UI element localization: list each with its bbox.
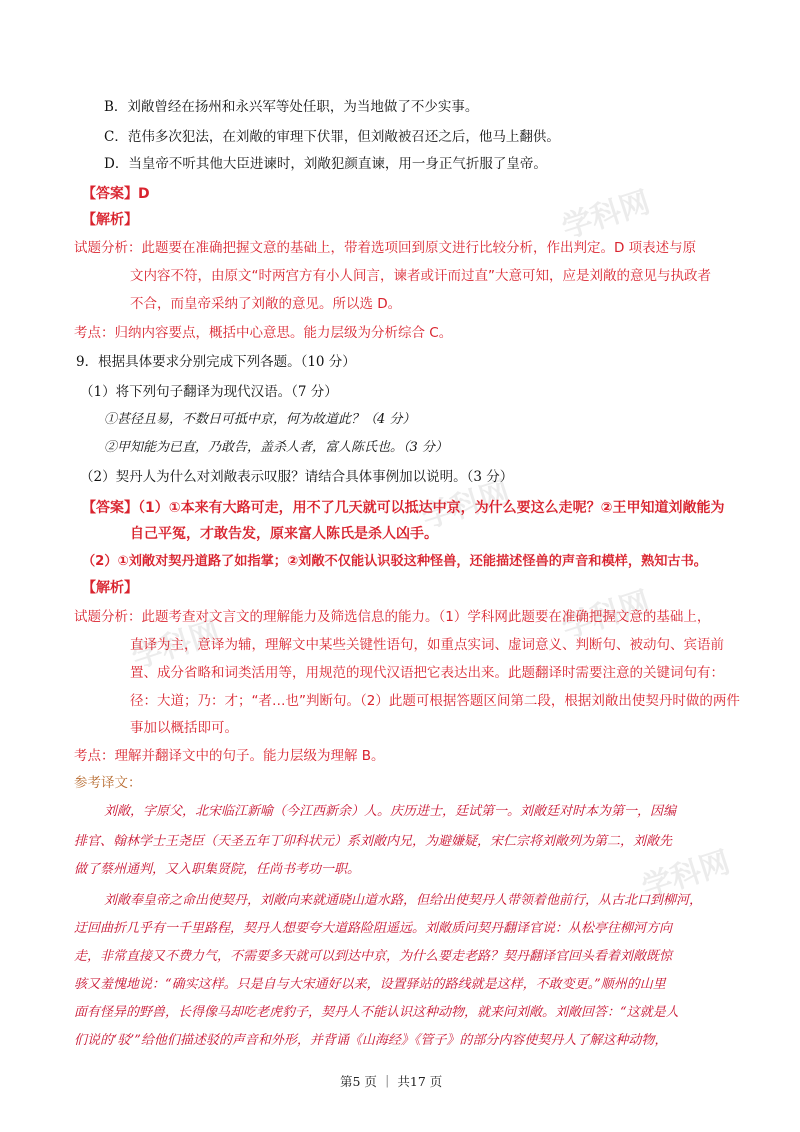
translation-line: 刘敞，字原父，北宋临江新喻（今江西新余）人。庆历进士，廷试第一。刘敞廷对时本为第一，因编: [104, 804, 677, 819]
q9-analysis-line: 径：大道；乃：才；“者…也”判断句。（2）此题可根据答题区间第二段，根据刘敞出使契丹时做的两件: [130, 693, 740, 709]
q9-sub2: （2）契丹人为什么对刘敞表示叹服？请结合具体事例加以说明。（3 分）: [80, 469, 514, 485]
option-b: B．刘敞曾经在扬州和永兴军等处任职，为当地做了不少实事。: [104, 99, 479, 115]
q9-answer-line: 【答案】（1）①本来有大路可走，用不了几天就可以抵达中京，为什么要这么走呢？②王甲知道刘敞能为: [82, 500, 725, 516]
q9-title: 9．根据具体要求分别完成下列各题。（10 分）: [76, 354, 356, 370]
q8-analysis-line: 不合，而皇帝采纳了刘敞的意见。所以选 D。: [130, 296, 402, 312]
q8-analysis-line: 文内容不符，由原文“时两宫方有小人间言，谏者或讦而过直”大意可知，应是刘敞的意见与执政者: [130, 268, 711, 284]
watermark: 学科网: [557, 184, 655, 246]
q9-sentence-2: ②甲知能为已直，乃敢告，盖杀人者，富人陈氏也。（3 分）: [104, 440, 448, 455]
translation-title: 参考译文：: [74, 775, 142, 791]
watermark: 学科网: [557, 584, 655, 646]
q8-point: 考点：归纳内容要点，概括中心意思。能力层级为分析综合 C。: [74, 325, 453, 341]
translation-line: 们说的‘驳’”给他们描述驳的声音和外形，并背诵《山海经》《管子》的部分内容使契丹人了解这种动物，: [74, 1033, 668, 1048]
q8-analysis-line: 试题分析：此题要在准确把握文意的基础上，带着选项回到原文进行比较分析，作出判定。D 项表述与原: [74, 240, 697, 256]
q9-sub1: （1）将下列句子翻译为现代汉语。（7 分）: [80, 384, 338, 400]
q9-analysis-line: 直译为主，意译为辅，理解文中某些关键性语句，如重点实词、虚词意义、判断句、被动句、宾语前: [130, 637, 724, 653]
translation-line: 面有怪异的野兽，长得像马却吃老虎豹子，契丹人不能认识这种动物，就来问刘敞。刘敞回答：“这就是人: [74, 1005, 679, 1020]
page-footer: 第5 页 ｜ 共17 页: [340, 1074, 443, 1089]
q8-answer: 【答案】D: [82, 186, 150, 202]
q9-analysis-line: 置、成分省略和词类活用等，用规范的现代汉语把它表达出来。此题翻译时需要注意的关键词句有：: [130, 665, 724, 681]
translation-line: 迂回曲折几乎有一千里路程，契丹人想要夸大道路险阻遥远。刘敞质问契丹翻译官说：从松亭往柳河方向: [74, 921, 673, 936]
q9-analysis-line: 试题分析：此题考查对文言文的理解能力及筛选信息的能力。（1）学科网此题要在准确把握文意的基础上，: [74, 609, 711, 625]
translation-line: 走，非常直接又不费力气，不需要多天就可以到达中京，为什么要走老路？契丹翻译官回头看着刘敞既惊: [74, 949, 673, 964]
q9-answer-line: （2）①刘敞对契丹道路了如指掌；②刘敞不仅能认识驳这种怪兽，还能描述怪兽的声音和模样，熟知古书。: [82, 554, 707, 569]
option-c: C．范伟多次犯法，在刘敞的审理下伏罪，但刘敞被召还之后，他马上翻供。: [104, 129, 560, 145]
q9-analysis-line: 事加以概括即可。: [130, 720, 238, 736]
q9-answer-line: 自己平冤，才敢告发，原来富人陈氏是杀人凶手。: [130, 526, 438, 542]
option-d: D．当皇帝不听其他大臣进谏时，刘敞犯颜直谏，用一身正气折服了皇帝。: [104, 156, 547, 172]
q9-analysis-tag: 【解析】: [82, 580, 138, 596]
watermark: 学科网: [417, 474, 515, 536]
watermark: 学科网: [637, 844, 735, 906]
translation-line: 刘敞奉皇帝之命出使契丹，刘敞向来就通晓山道水路，但给出使契丹人带领着他前行，从古北口到柳河，: [104, 893, 703, 908]
q9-sentence-1: ①甚径且易，不数日可抵中京，何为故道此？（4 分）: [104, 412, 416, 427]
translation-line: 排官、翰林学士王尧臣（天圣五年丁卯科状元）系刘敞内兄，为避嫌疑，宋仁宗将刘敞列为第二，刘敞先: [74, 834, 673, 849]
watermark: 学科网: [127, 614, 225, 676]
translation-line: 做了蔡州通判，又入职集贤院，任尚书考功一职。: [74, 862, 361, 877]
q8-analysis-tag: 【解析】: [82, 212, 138, 228]
translation-line: 骇又羞愧地说：“确实这样。只是自与大宋通好以来，设置驿站的路线就是这样，不敢变更。”顺州的山里: [74, 977, 666, 992]
q9-point: 考点：理解并翻译文中的句子。能力层级为理解 B。: [74, 748, 385, 764]
